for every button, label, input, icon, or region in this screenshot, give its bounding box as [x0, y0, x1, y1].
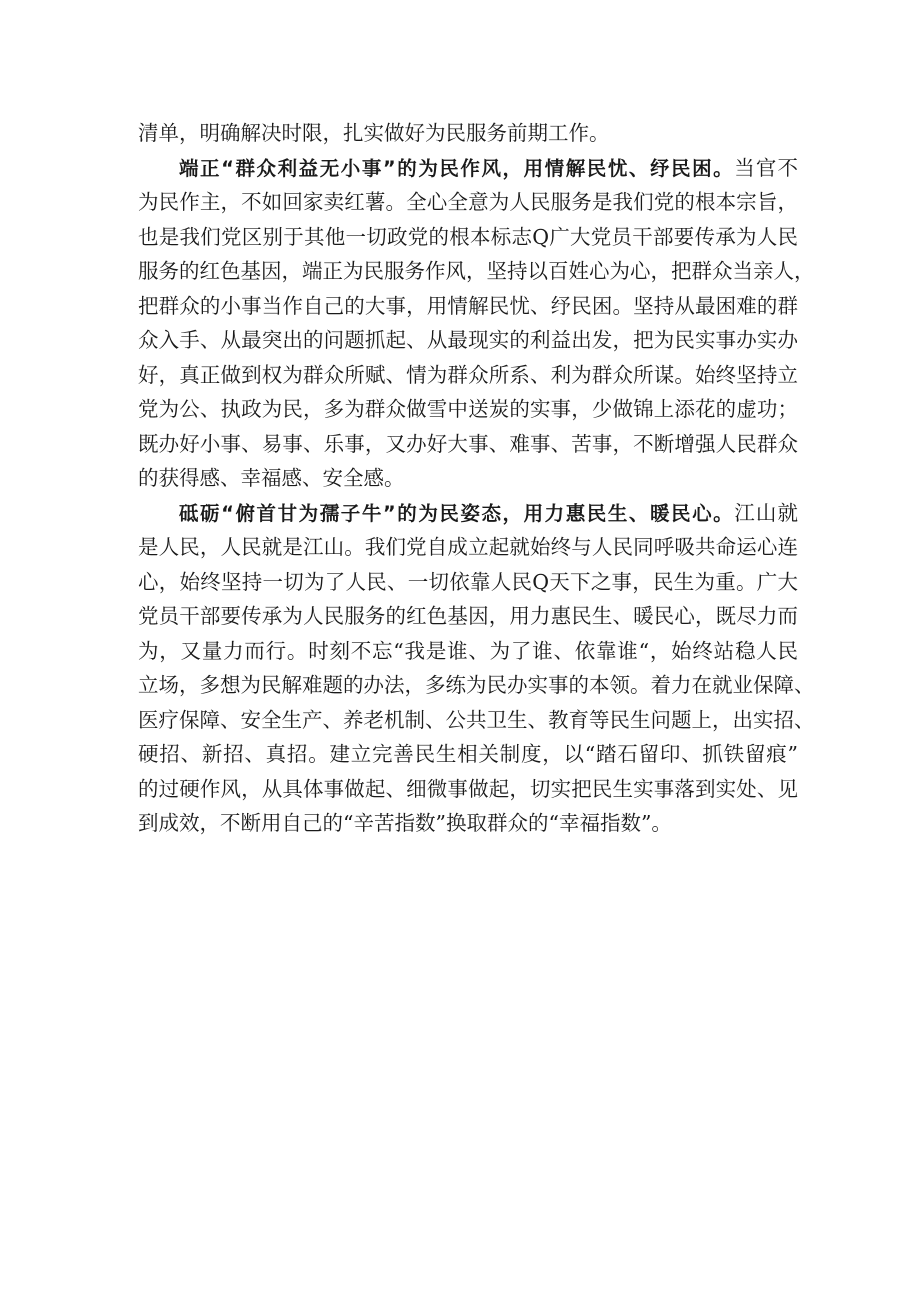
- paragraph-first-line: [138, 496, 798, 531]
- text-line: 既办好小事、易事、乐事，又办好大事、难事、苦事，不断增强人民群众: [138, 431, 798, 456]
- text-line: 医疗保障、安全生产、养老机制、公共卫生、教育等民生问题上，出实招、: [138, 707, 815, 732]
- text-line: 是人民，人民就是江山。我们党自成立起就始终与人民同呼吸共命运心连: [138, 535, 798, 559]
- text-line: 立场，多想为民解难题的办法，多练为民办实事的本领。着力在就业保障、: [138, 673, 815, 697]
- heading-line-rest: 当官不: [734, 155, 799, 180]
- paragraph-heading: 砥砺“俯首甘为孺子牛”的为民姿态，用力惠民生、暖民心。: [179, 501, 735, 525]
- text-line: 的过硬作风，从具体事做起、细微事做起，切实把民生实事落到实处、见: [138, 776, 798, 801]
- text-line: 心，始终坚持一切为了人民、一切依靠人民Q天下之事，民生为重。广大: [138, 569, 798, 594]
- paragraph-continuation: [138, 116, 798, 151]
- text-line: 党员干部要传承为人民服务的红色基因，用力惠民生、暖民心，既尽力而: [138, 604, 798, 628]
- text-line: 到成效，不断用自己的“辛苦指数”换取群众的“幸福指数”。: [138, 811, 672, 835]
- text-line: 党为公、执政为民，多为群众做雪中送炭的实事，少做锦上添花的虚功；: [138, 397, 798, 421]
- heading-line-rest: 江山就: [734, 500, 799, 525]
- text-line: 把群众的小事当作自己的大事，用情解民忧、纾民困。坚持从最困难的群: [138, 293, 798, 318]
- paragraph-serve-people-style: [138, 151, 815, 496]
- document-body: [138, 116, 815, 841]
- paragraph-serve-people-attitude: [138, 496, 815, 841]
- paragraph-first-line: [138, 151, 798, 186]
- text-line: 为，又量力而行。时刻不忘“我是谁、为了谁、依靠谁“，始终站稳人民: [138, 638, 798, 663]
- text-line: 硬招、新招、真招。建立完善民生相关制度，以“踏石留印、抓铁留痕”: [138, 742, 798, 766]
- paragraph-heading: 端正“群众利益无小事”的为民作风，用情解民忧、纾民困。: [179, 156, 735, 180]
- text-line: 也是我们党区别于其他一切政党的根本标志Q广大党员干部要传承为人民: [138, 224, 798, 249]
- text-line: 好，真正做到权为群众所赋、情为群众所系、利为群众所谋。始终坚持立: [138, 362, 798, 387]
- text-line: 服务的红色基因，端正为民服务作风，坚持以百姓心为心，把群众当亲人，: [138, 259, 815, 283]
- text-line: 清单，明确解决时限，扎实做好为民服务前期工作。: [138, 121, 610, 145]
- text-line: 的获得感、幸福感、安全感。: [138, 466, 405, 490]
- text-line: 为民作主，不如回家卖红薯。全心全意为人民服务是我们党的根本宗旨，: [138, 190, 798, 214]
- text-line: 众入手、从最突出的问题抓起、从最现实的利益出发，把为民实事办实办: [138, 328, 798, 352]
